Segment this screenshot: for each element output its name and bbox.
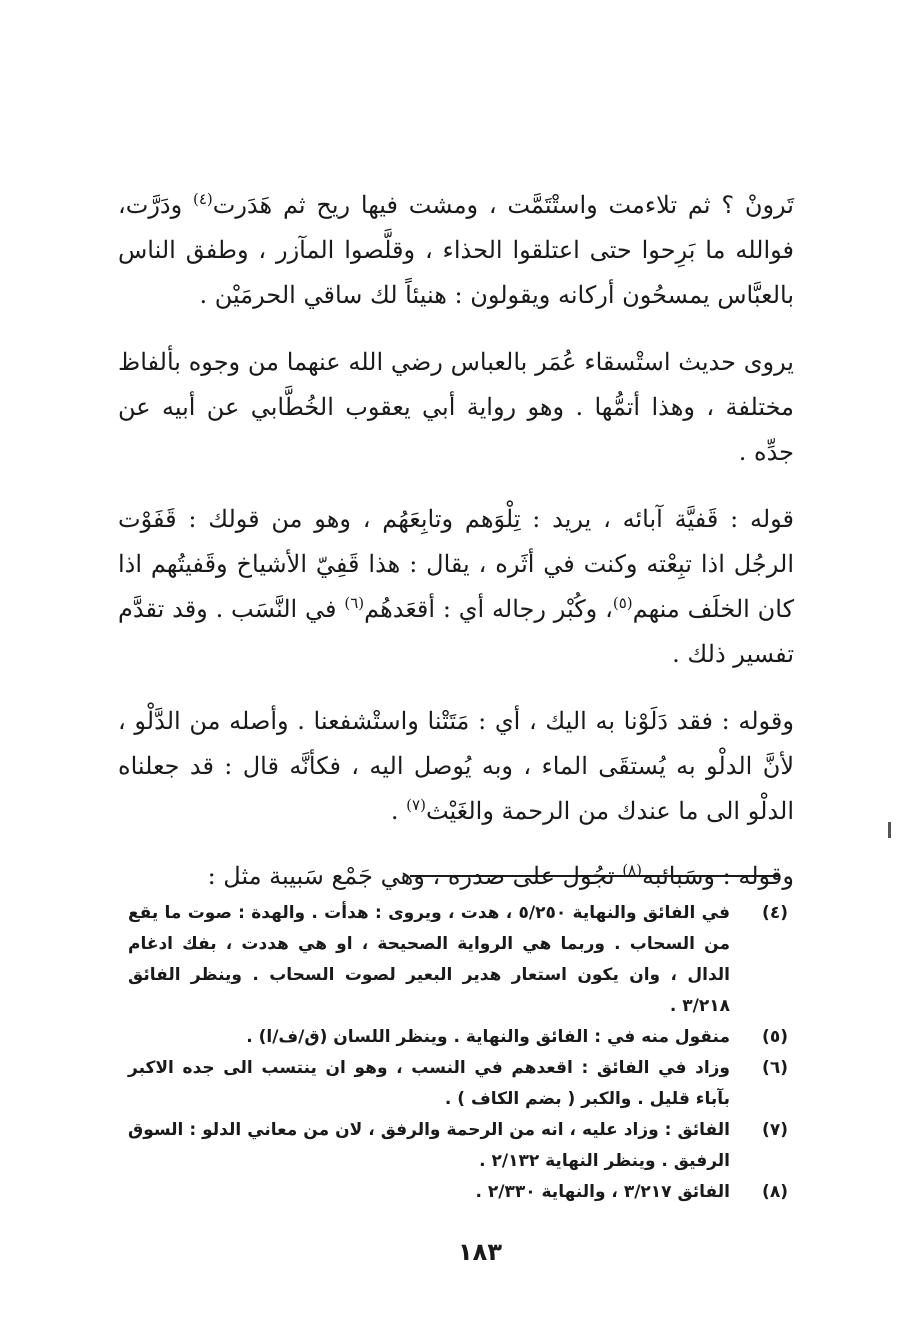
paragraph-text: في النَّسَب . وقد تقدَّم تفسير ذلك . (118, 595, 794, 668)
footnote-7 (128, 1115, 788, 1177)
footnote-5 (128, 1022, 788, 1053)
footnote-text: وزاد في الفائق : اقعدهم في النسب ، وهو ان ينتسب الى جده الاكبر بآباء قليل . والكبر ( بضم الكاف ) . (128, 1058, 730, 1109)
paragraph-text: ، وكُبْر رجاله أي : أقعَدهُم (364, 595, 613, 623)
paragraph-text: . (390, 797, 407, 825)
footnote-text: منقول منه في : الفائق والنهاية . وينظر اللسان (ق/ف/ا) . (246, 1027, 730, 1047)
paragraph-text: تجُول على صدره ، وهي جَمْع سَبيبة مثل : (207, 862, 623, 890)
main-text (118, 183, 794, 921)
footnote-number: (٤) (762, 903, 788, 923)
page-number: ١٨٣ (458, 1238, 502, 1266)
footnote-8 (128, 1177, 788, 1208)
margin-mark (888, 822, 891, 838)
footnote-6 (128, 1053, 788, 1115)
footnote-marker: (٤) (192, 190, 213, 208)
footnote-text: الفائق : وزاد عليه ، انه من الرحمة والرفق ، لان من معاني الدلو : السوق الرفيق . وينظر النهاية ٢/١٣٢ . (128, 1120, 730, 1171)
paragraph-1 (118, 183, 794, 318)
paragraph-3 (118, 497, 794, 677)
footnote-number: (٥) (762, 1027, 788, 1047)
footnote-marker: (٨) (622, 861, 642, 879)
footnote-text: الفائق ٣/٢١٧ ، والنهاية ٢/٣٣٠ . (475, 1182, 730, 1202)
footnote-number: (٦) (762, 1058, 788, 1078)
paragraph-text: تَرونْ ؟ ثم تلاءمت واستْتَمَّت ، ومشت فيها ريح ثم هَدَرت (212, 191, 794, 219)
footnote-number: (٨) (762, 1182, 788, 1202)
footnotes (128, 898, 788, 1208)
footnote-marker: (٧) (406, 796, 426, 814)
paragraph-4 (118, 699, 794, 834)
footnote-number: (٧) (762, 1120, 788, 1140)
paragraph-text: ودَرَّت، فوالله ما بَرِحوا حتى اعتلقوا الحذاء ، وقلَّصوا المآزر ، وطفق الناس بالعبَّاس يمسحُون أركانه ويقولون : هنيئاً لك ساقي الحرمَيْن . (118, 191, 794, 309)
footnote-4 (128, 898, 788, 1022)
footnote-divider (410, 875, 780, 877)
paragraph-text: قوله : قَفيَّة آبائه ، يريد : تِلْوَهم وتابِعَهُم ، وهو من قولك : قَفَوْت الرجُل اذا تبِعْته وكنت في أثَره ، يقال : هذا قَفِيّ الأشياخ وقَفيتُهم اذا كان الخلَف منهم (118, 505, 795, 623)
footnote-marker: (٦) (344, 594, 365, 612)
paragraph-2 (118, 340, 794, 475)
footnote-marker: (٥) (612, 594, 633, 612)
paragraph-text: وقوله : وسَبائبه (641, 862, 794, 890)
footnote-text: في الفائق والنهاية ٥/٢٥٠ ، هدت ، ويروى : هدأت . والهدة : صوت ما يقع من السحاب . وربما هي الرواية الصحيحة ، او هي هددت ، بفك ادغام الدال ، وان يكون استعار هدير البعير لصوت السحاب . وينظر الفائق ٣/٢١٨ . (128, 903, 730, 1016)
paragraph-text: وقوله : فقد دَلَوْنا به اليك ، أي : مَتَتْنا واستْشفعنا . وأصله من الدَّلْو ، لأنَّ الدلْو به يُستقَى الماء ، وبه يُوصل اليه ، فكأنَّه قال : قد جعلناه الدلْو الى ما عندك من الرحمة والغَيْث (118, 707, 794, 825)
paragraph-text: يروى حديث استْسقاء عُمَر بالعباس رضي الله عنهما من وجوه بألفاظ مختلفة ، وهذا أتمُّها . وهو رواية أبي يعقوب الخُطَّابي عن أبيه عن جدِّه . (118, 348, 794, 466)
